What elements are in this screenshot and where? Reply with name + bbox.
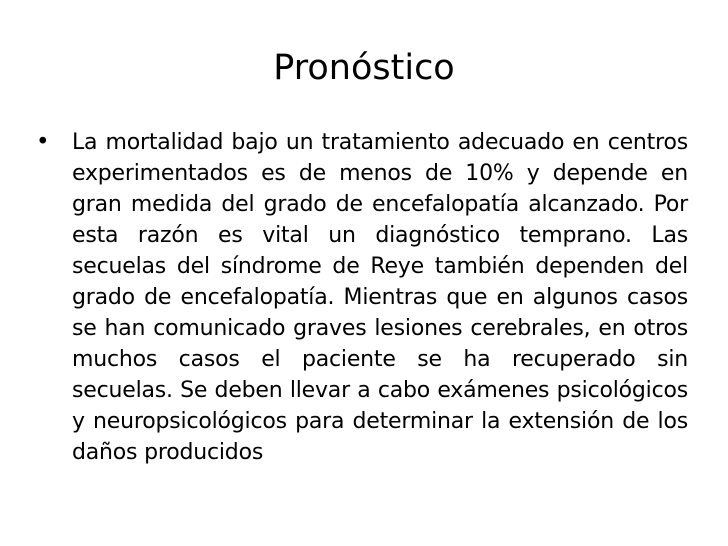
slide-body <box>36 127 688 468</box>
slide-title: Pronóstico <box>273 48 455 88</box>
bullet-text: La mortalidad bajo un tratamiento adecuado en centros experimentados es de menos de 10% y depende en gran medida del grado de encefalopatía alcanzado. Por esta razón es vital un diagnóstico temprano. Las secuelas del síndrome de Reye también dependen del grado de encefalopatía. Mientras que en algunos casos se han comunicado graves lesiones cerebrales, en otros muchos casos el paciente se ha recuperado sin secuelas. Se deben llevar a cabo exámenes psicológicos y neuropsicológicos para determinar la extensión de los daños producidos <box>72 130 688 465</box>
bullet-item <box>36 127 688 468</box>
bullet-marker: • <box>36 129 50 155</box>
